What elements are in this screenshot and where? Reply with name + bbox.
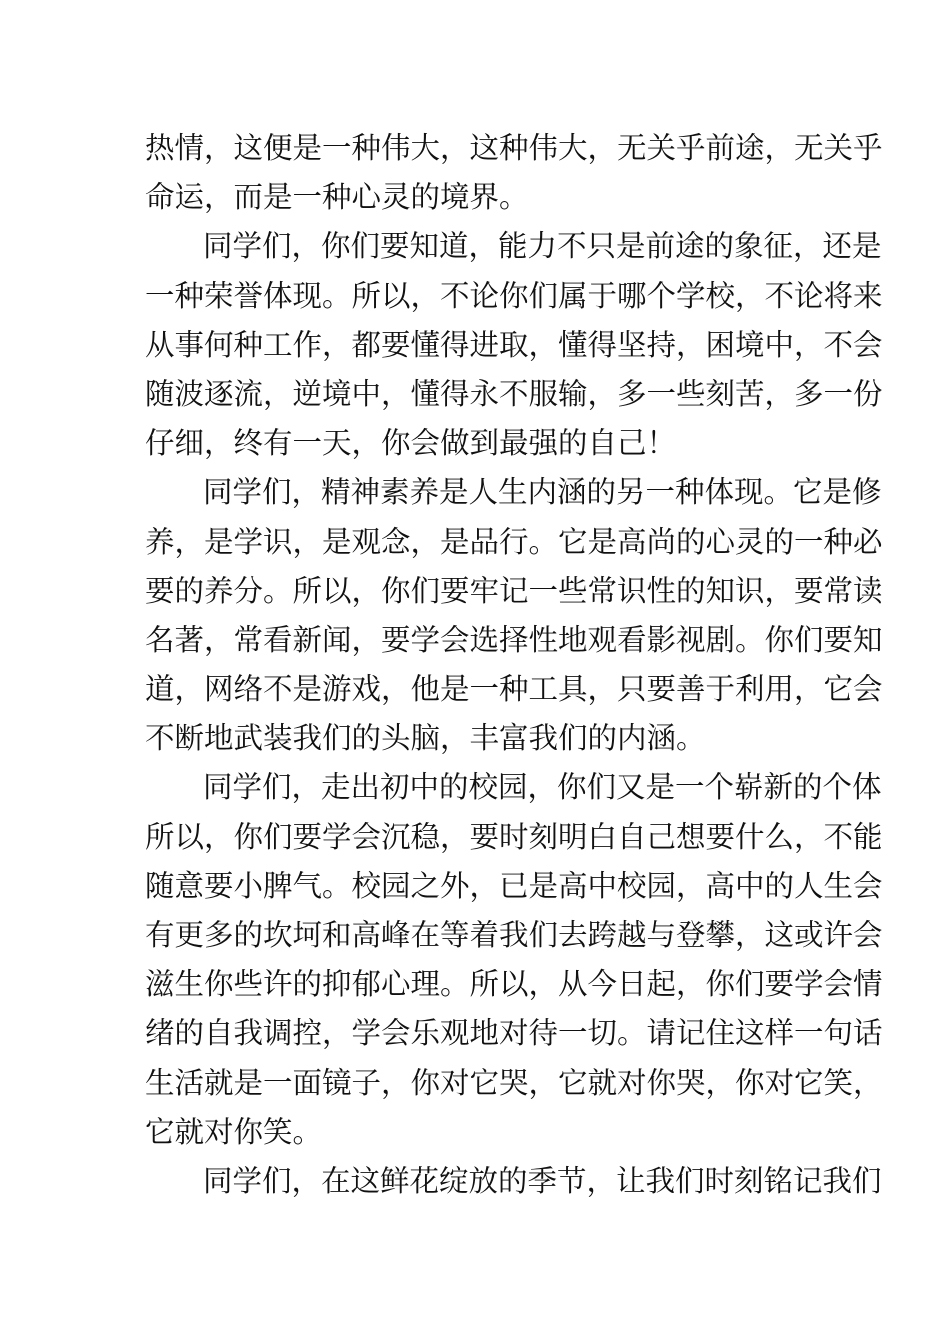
text-line: 同学们，精神素养是人生内涵的另一种体现。它是修 [203, 475, 882, 510]
text-line: 同学们，你们要知道，能力不只是前途的象征，还是 [203, 229, 882, 264]
text-line: 道，网络不是游戏，他是一种工具，只要善于利用，它会 [145, 672, 883, 707]
text-line: 同学们，走出初中的校园，你们又是一个崭新的个体 [203, 770, 882, 805]
text-line: 仔细，终有一天，你会做到最强的自己！ [145, 426, 677, 461]
text-line: 滋生你些许的抑郁心理。所以，从今日起，你们要学会情 [145, 967, 883, 1002]
paragraph-2 [145, 222, 883, 468]
text-line: 同学们，在这鲜花绽放的季节，让我们时刻铭记我们 [203, 1163, 882, 1198]
text-line: 名著，常看新闻，要学会选择性地观看影视剧。你们要知 [145, 622, 883, 657]
text-line: 从事何种工作，都要懂得进取，懂得坚持，困境中，不会 [145, 327, 883, 362]
text-line: 一种荣誉体现。所以，不论你们属于哪个学校，不论将来 [145, 278, 883, 313]
text-line: 生活就是一面镜子，你对它哭，它就对你哭，你对它笑， [145, 1065, 883, 1100]
text-line: 要的养分。所以，你们要牢记一些常识性的知识，要常读 [145, 573, 883, 608]
text-line: 不断地武装我们的头脑，丰富我们的内涵。 [145, 721, 706, 756]
text-line: 有更多的坎坷和高峰在等着我们去跨越与登攀，这或许会 [145, 918, 883, 952]
text-line: 所以，你们要学会沉稳，要时刻明白自己想要什么，不能 [145, 819, 883, 854]
text-line: 热情，这便是一种伟大，这种伟大，无关乎前途，无关乎 [145, 131, 883, 165]
paragraph-4 [145, 763, 883, 1157]
text-line: 随波逐流，逆境中，懂得永不服输，多一些刻苦，多一份 [145, 376, 883, 411]
text-line: 命运，而是一种心灵的境界。 [145, 180, 529, 215]
text-line: 它就对你笑。 [145, 1114, 323, 1149]
paragraph-5 [145, 1157, 882, 1206]
text-line: 养，是学识，是观念，是品行。它是高尚的心灵的一种必 [145, 524, 883, 559]
paragraph-3 [145, 468, 883, 763]
body-text [145, 124, 883, 1206]
text-line: 绪的自我调控，学会乐观地对待一切。请记住这样一句话 [145, 1016, 883, 1051]
text-line: 随意要小脾气。校园之外，已是高中校园，高中的人生会 [145, 868, 883, 903]
paragraph-1 [145, 124, 883, 222]
